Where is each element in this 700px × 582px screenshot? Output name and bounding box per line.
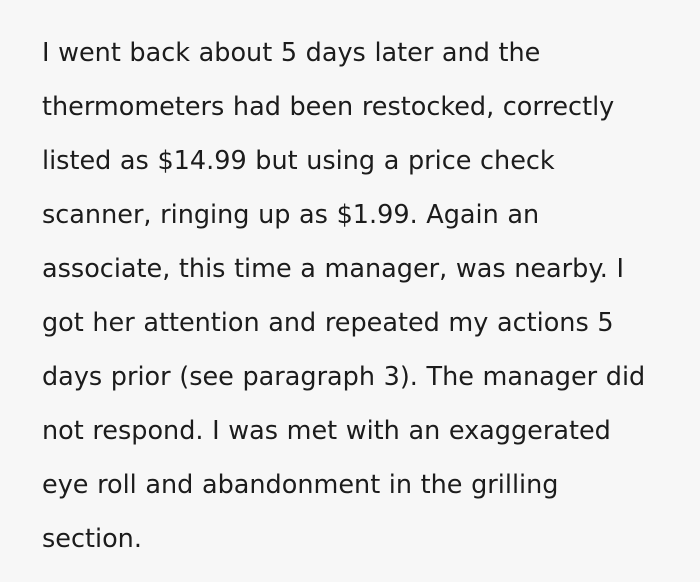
story-paragraph: I went back about 5 days later and the thermometers had been restocked, correctly listed as $14.99 but using a price check scanner, ringing up as $1.99. Again an associate, this time a manager, was nearby. I got her attention and repeated my actions 5 days prior (see paragraph 3). The manager did not respond. I was met with an exaggerated eye roll and abandonment in the grilling section. — [42, 38, 654, 554]
